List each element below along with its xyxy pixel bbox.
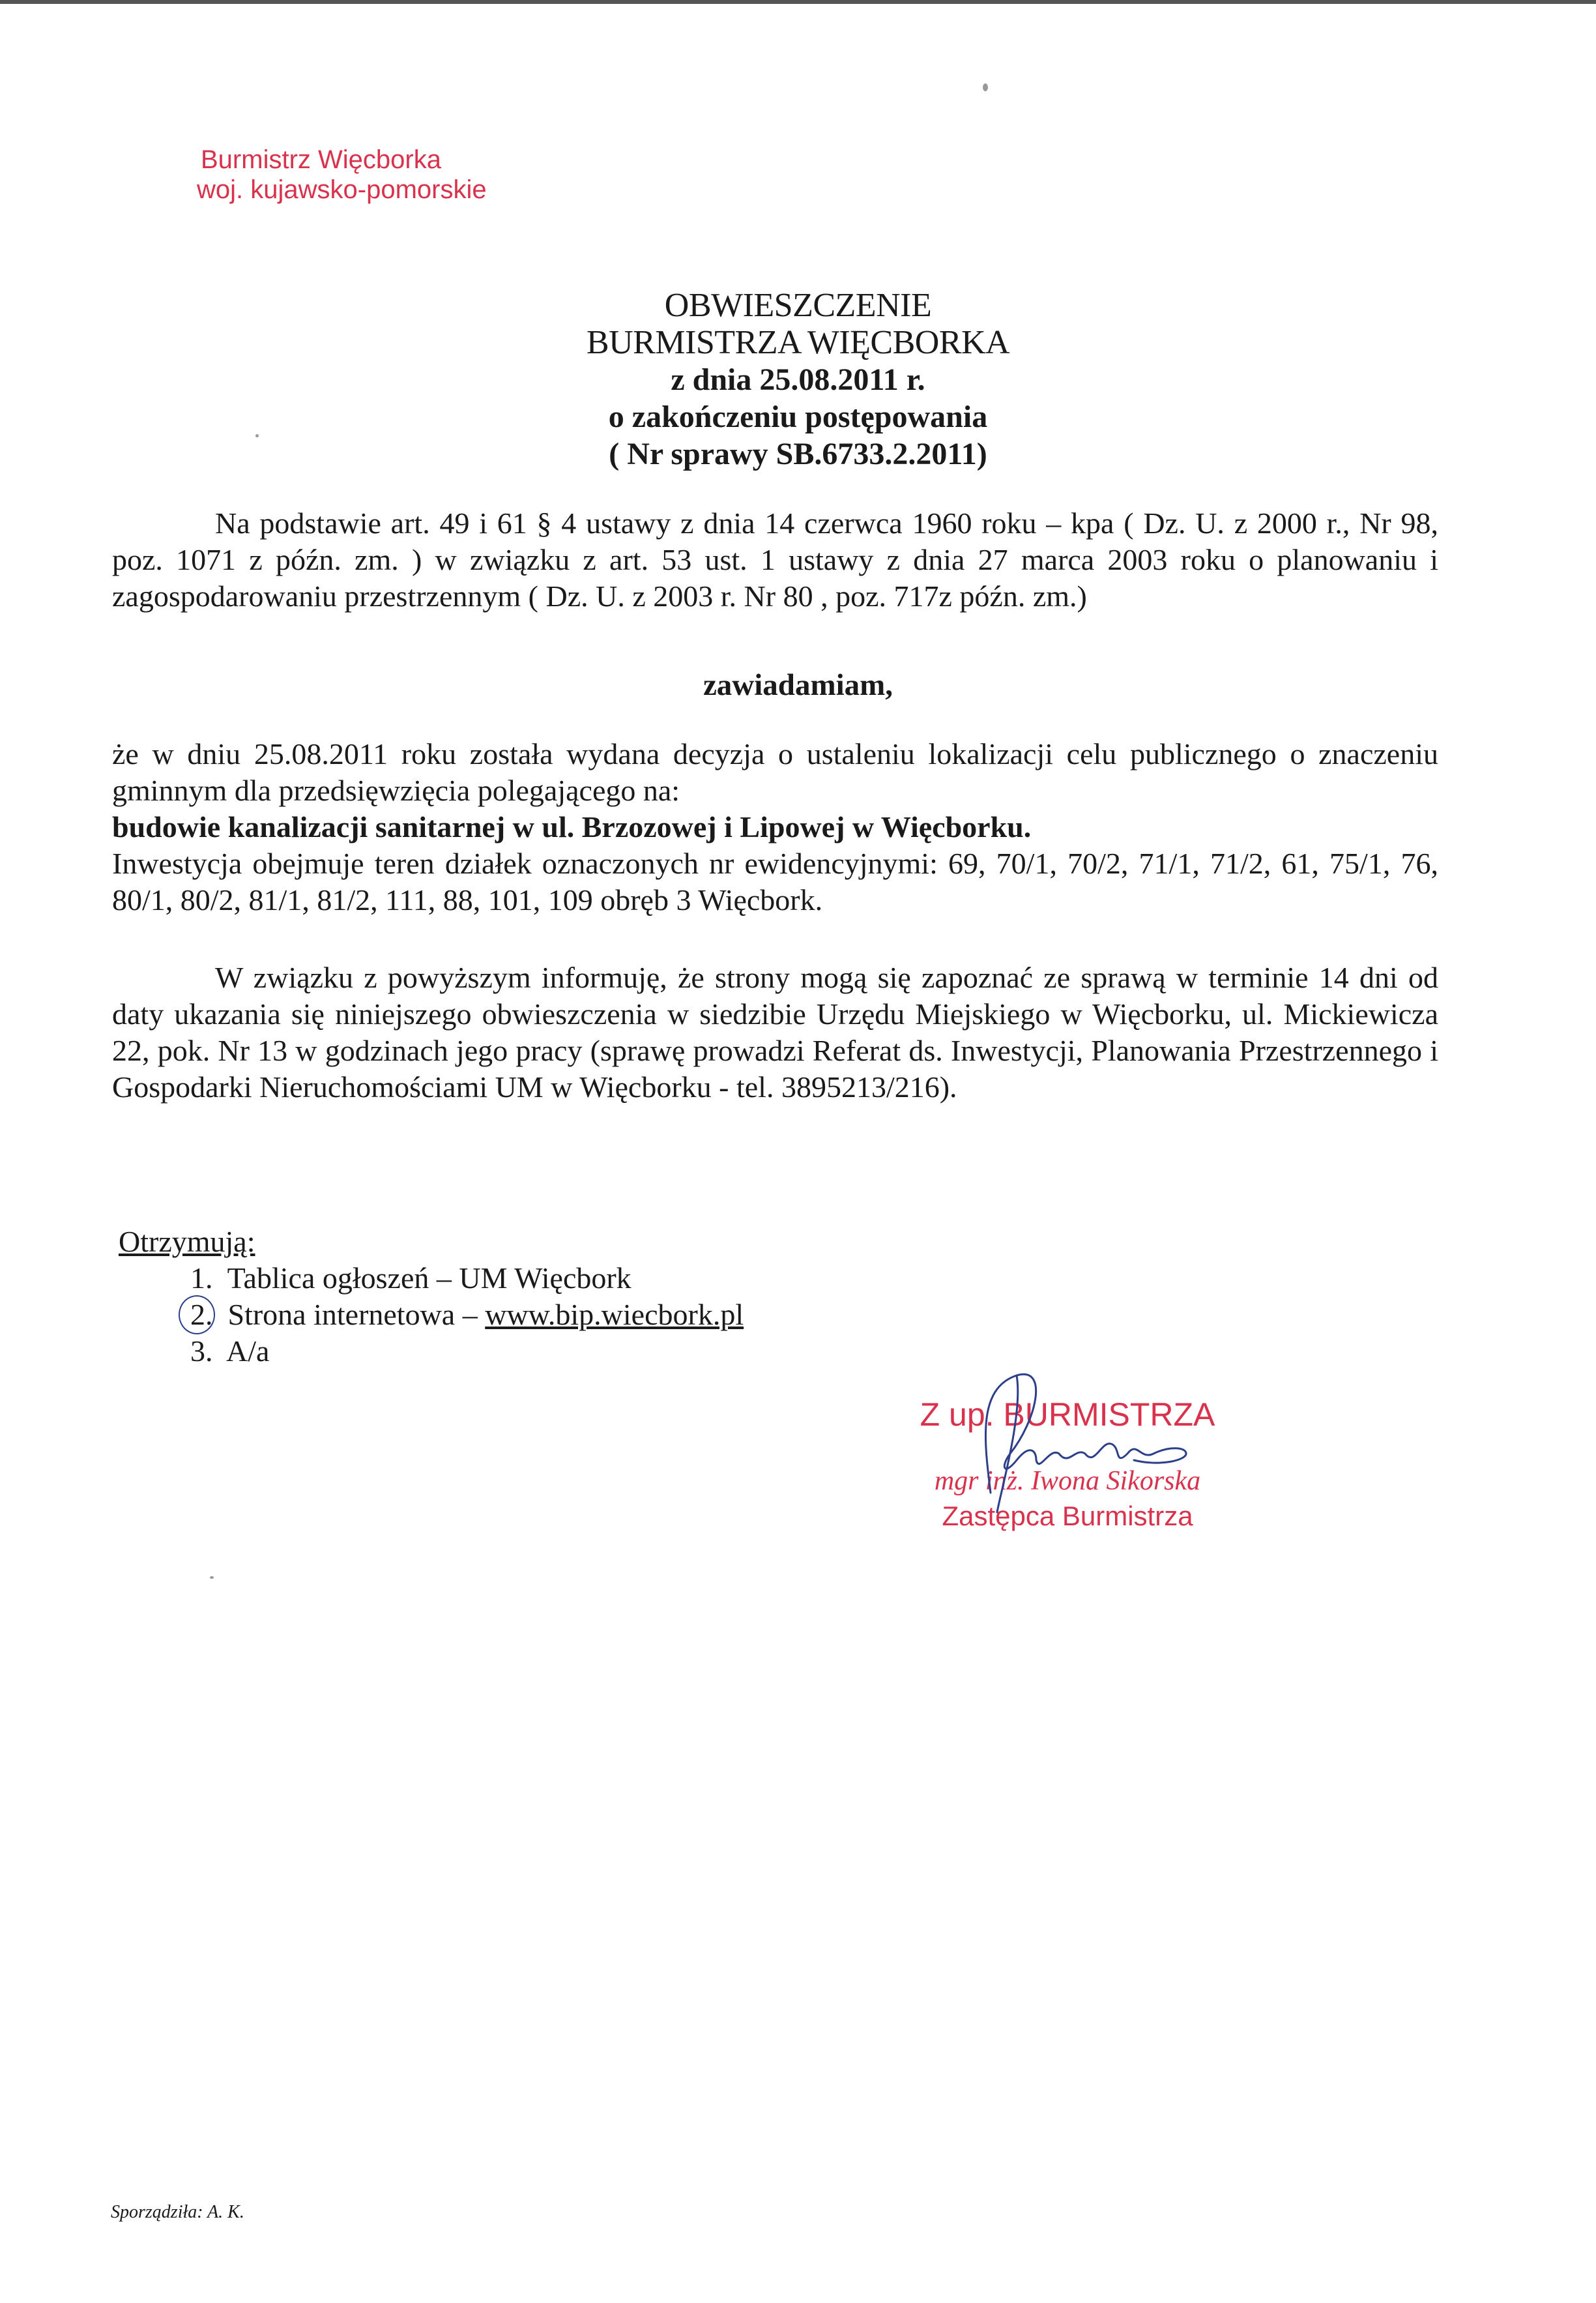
scan-speck [210,1576,214,1579]
decision-paragraph [112,736,1438,918]
handwritten-signature [938,1362,1212,1519]
recipient-text: Strona internetowa – [227,1298,486,1331]
signature-stamp-line3: Zastępca Burmistrza [942,1501,1193,1531]
recipient-text: A/a [225,1334,270,1368]
recipient-item [190,1297,744,1333]
scan-speck [255,434,259,437]
office-stamp [197,145,487,205]
recipient-number: 1. [190,1261,213,1295]
recipients-list [119,1224,744,1370]
signature-stamp-line1: Z up. BURMISTRZA [920,1396,1215,1433]
prepared-by: Sporządziła: A. K. [111,2202,244,2222]
recipient-number: 3. [190,1334,213,1368]
office-stamp-line1: Burmistrz Więcborka [201,145,441,174]
signature-stamp-line2: mgr inż. Iwona Sikorska [934,1466,1201,1496]
recipient-item [190,1260,744,1297]
announcement-word: zawiadamiam, [703,668,893,702]
title-line-1: OBWIESZCZENIE [664,287,932,324]
bip-website-link[interactable]: www.bip.wiecbork.pl [485,1298,744,1331]
title-date: z dnia 25.08.2011 r. [671,362,925,397]
page-top-edge [0,0,1596,4]
project-name: budowie kanalizacji sanitarnej w ul. Brzozowej i Lipowej w Więcborku. [112,810,1032,843]
decision-intro: że w dniu 25.08.2011 roku została wydana decyzja o ustaleniu lokalizacji celu publicznego o znaczeniu gminnym dla przedsięwzięcia polegającego na: [112,737,1438,807]
scan-speck [983,83,988,91]
plots-list: Inwestycja obejmuje teren działek oznaczonych nr ewidencyjnymi: 69, 70/1, 70/2, 71/1, 71/2, 61, 75/1, 76, 80/1, 80/2, 81/1, 81/2, 111, 88, 101, 109 obręb 3 Więcbork. [112,847,1438,917]
office-stamp-line2: woj. kujawsko-pomorskie [197,175,487,204]
document-title [0,287,1596,473]
information-paragraph: W związku z powyższym informuję, że strony mogą się zapoznać ze sprawą w terminie 14 dni od daty ukazania się niniejszego obwieszczenia w siedzibie Urzędu Miejskiego w Więcborku, ul. Mickiewicza 22, pok. Nr 13 w godzinach jego pracy (sprawę prowadzi Referat ds. Inwestycji, Planowania Przestrzennego i Gospodarki Nieruchomościami UM w Więcborku - tel. 3895213/216). [112,961,1438,1104]
title-case-number: ( Nr sprawy SB.6733.2.2011) [609,437,987,471]
recipient-text: Tablica ogłoszeń – UM Więcbork [227,1261,631,1295]
recipient-number: 2. [190,1297,220,1333]
title-line-2: BURMISTRZA WIĘCBORKA [586,324,1010,361]
recipient-item [190,1333,744,1370]
recipients-heading: Otrzymują: [119,1225,255,1258]
legal-basis-paragraph: Na podstawie art. 49 i 61 § 4 ustawy z dnia 14 czerwca 1960 roku – kpa ( Dz. U. z 2000 r., Nr 98, poz. 1071 z późn. zm. ) w związku z art. 53 ust. 1 ustawy z dnia 27 marca 2003 roku o planowaniu i zagospodarowaniu przestrzennym ( Dz. U. z 2003 r. Nr 80 , poz. 717z późn. zm.) [112,506,1438,613]
title-subject: o zakończeniu postępowania [608,400,988,434]
